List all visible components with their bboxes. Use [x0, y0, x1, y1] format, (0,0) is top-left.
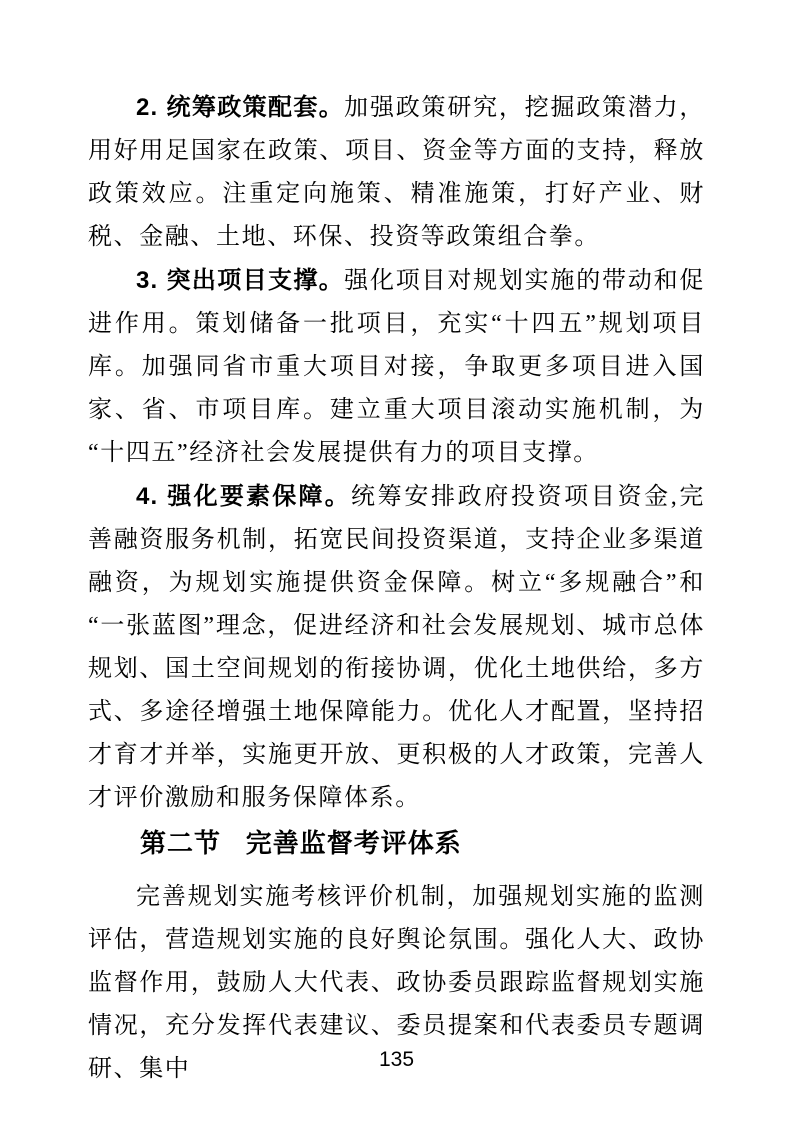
paragraph-lead: 4. 强化要素保障。 [136, 483, 352, 510]
numbered-paragraph [88, 259, 705, 475]
page-content [88, 86, 705, 1091]
page-number: 135 [378, 1048, 415, 1071]
section-heading [88, 821, 705, 865]
paragraph-text: 统筹安排政府投资项目资金,完善融资服务机制，拓宽民间投资渠道，支持企业多渠道融资，为规划实施提供资金保障。树立“多规融合”和“一张蓝图”理念，促进经济和社会发展规划、城市总体规划、国土空间规划的衔接协调，优化土地供给，多方式、多途径增强土地保障能力。优化人才配置，坚持招才育才并举，实施更开放、更积极的人才政策，完善人才评价激励和服务保障体系。 [88, 484, 705, 811]
section-number: 第二节 [140, 828, 222, 858]
paragraph-text: 加强政策研究，挖掘政策潜力，用好用足国家在政策、项目、资金等方面的支持，释放政策效应。注重定向施策、精准施策，打好产业、财税、金融、土地、环保、投资等政策组合拳。 [88, 95, 705, 250]
paragraph-text: 完善规划实施考核评价机制，加强规划实施的监测评估，营造规划实施的良好舆论氛围。强化人大、政协监督作用，鼓励人大代表、政协委员跟踪监督规划实施情况，充分发挥代表建议、委员提案和代表委员专题调研、集中 [88, 884, 705, 1082]
paragraph-lead: 2. 统筹政策配套。 [136, 94, 345, 121]
paragraph-text: 强化项目对规划实施的带动和促进作用。策划储备一批项目，充实“十四五”规划项目库。加强同省市重大项目对接，争取更多项目进入国家、省、市项目库。建立重大项目滚动实施机制，为“十四五”经济社会发展提供有力的项目支撑。 [88, 268, 705, 466]
numbered-paragraph [88, 86, 705, 259]
paragraph-lead: 3. 突出项目支撑。 [136, 267, 345, 294]
section-title: 完善监督考评体系 [245, 828, 462, 858]
numbered-paragraph [88, 475, 705, 820]
